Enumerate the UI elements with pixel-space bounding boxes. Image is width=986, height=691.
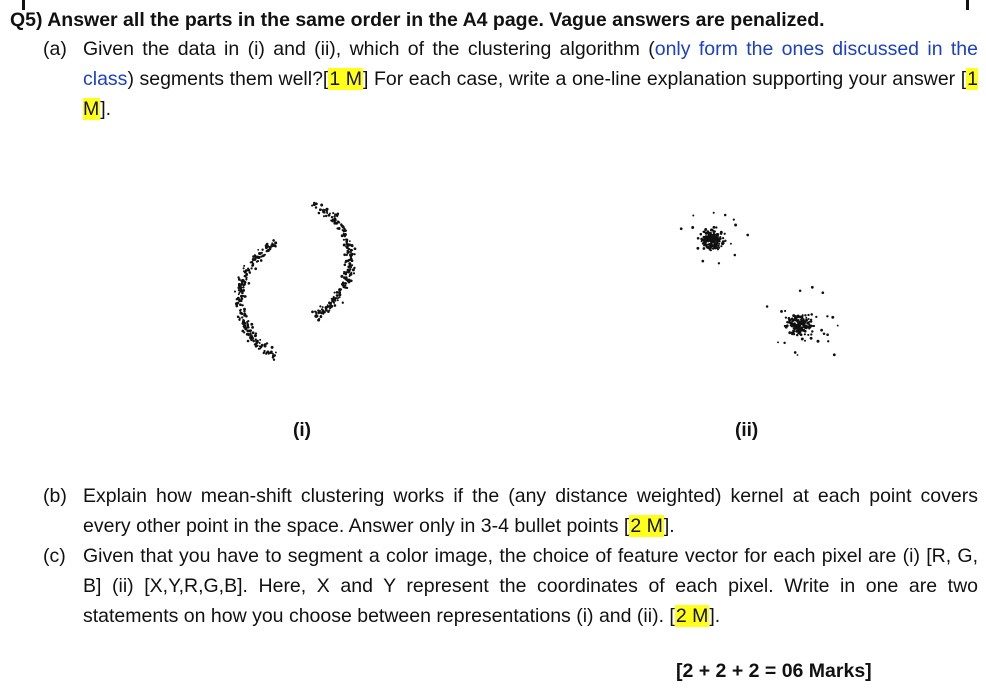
scatter-plot-two-moons: [220, 160, 370, 400]
point-moon-right: [343, 227, 345, 229]
point-blob-upper: [716, 233, 719, 236]
point-moon-right: [322, 306, 324, 308]
point-moon-right: [346, 238, 349, 241]
point-blob-upper: [700, 233, 703, 236]
point-moon-right: [348, 251, 350, 253]
part-c: [43, 541, 978, 631]
point-moon-right: [330, 302, 332, 304]
point-moon-right: [354, 247, 357, 250]
point-blob-upper: [733, 219, 735, 221]
point-moon-right: [338, 296, 340, 298]
point-moon-right: [345, 260, 348, 263]
point-moon-left: [249, 271, 252, 274]
point-blob-upper: [691, 226, 694, 229]
point-blob-lower: [801, 328, 803, 330]
point-moon-left: [238, 293, 240, 295]
point-blob-lower: [793, 329, 795, 331]
point-moon-left: [240, 289, 243, 292]
part-a-text-4: ].: [100, 98, 112, 120]
point-moon-left: [246, 323, 249, 326]
point-moon-left: [239, 303, 242, 306]
point-blob-lower: [804, 326, 806, 328]
point-moon-left: [266, 342, 268, 344]
point-moon-left: [242, 286, 244, 288]
point-moon-right: [352, 245, 354, 247]
point-moon-right: [334, 300, 336, 302]
point-blob-upper: [718, 262, 720, 264]
point-blob-upper: [734, 224, 737, 227]
point-moon-left: [260, 259, 263, 262]
point-moon-right: [334, 292, 336, 294]
part-c-text-2: ].: [709, 605, 721, 627]
point-moon-left: [259, 342, 261, 344]
point-moon-right: [323, 215, 325, 217]
point-blob-lower: [804, 314, 806, 316]
point-moon-right: [318, 212, 321, 215]
part-b-mark: 2 M: [630, 515, 663, 537]
point-moon-right: [343, 239, 345, 241]
point-moon-right: [348, 279, 351, 282]
point-moon-right: [338, 291, 340, 293]
point-blob-lower: [810, 333, 812, 335]
point-blob-upper: [718, 243, 720, 245]
point-blob-upper: [724, 233, 726, 235]
point-blob-lower: [800, 333, 803, 336]
point-blob-lower: [791, 333, 793, 335]
point-blob-lower: [798, 322, 801, 325]
point-blob-lower: [823, 333, 826, 336]
point-blob-lower: [833, 353, 836, 356]
point-blob-lower: [796, 334, 798, 336]
figure-caption-i: (i): [293, 420, 311, 441]
point-moon-right: [344, 264, 347, 267]
point-moon-left: [257, 249, 259, 251]
point-moon-left: [242, 319, 245, 322]
point-moon-right: [340, 223, 342, 225]
point-moon-left: [243, 314, 246, 317]
point-moon-left: [274, 243, 276, 245]
part-c-text: [83, 541, 978, 631]
point-blob-upper: [680, 227, 683, 230]
point-blob-lower: [803, 321, 806, 324]
point-blob-upper: [720, 231, 723, 234]
part-a-mark-2: 1 M: [83, 68, 978, 120]
point-blob-upper: [715, 226, 717, 228]
point-moon-left: [266, 250, 268, 252]
point-moon-left: [247, 269, 250, 272]
point-moon-left: [242, 304, 244, 306]
point-blob-upper: [722, 237, 724, 239]
point-blob-lower: [807, 326, 809, 328]
point-moon-left: [252, 340, 255, 343]
point-moon-right: [317, 312, 319, 314]
point-blob-lower: [795, 330, 797, 332]
part-b-text-2: ].: [663, 515, 675, 537]
point-blob-lower: [786, 321, 788, 323]
point-moon-left: [260, 255, 262, 257]
point-moon-right: [347, 271, 350, 274]
point-moon-left: [246, 321, 248, 323]
point-moon-right: [345, 271, 348, 274]
point-blob-lower: [799, 289, 802, 292]
point-moon-left: [265, 352, 267, 354]
point-moon-left: [240, 300, 242, 302]
point-moon-right: [321, 308, 323, 310]
point-moon-right: [311, 205, 313, 207]
part-c-mark: 2 M: [675, 605, 709, 627]
point-moon-left: [254, 267, 257, 270]
point-blob-lower: [837, 325, 839, 327]
part-c-text-1: Given that you have to segment a color image, the choice of feature vector for each pixel are (i) [R, G, B] (ii) [X,Y,R,G,B]. Here, X and Y represent the coordinates of each pixel. Write in one are two statements on how you choose between representations (i) and (ii). [: [83, 545, 978, 627]
point-moon-left: [243, 324, 245, 326]
point-moon-left: [256, 261, 258, 263]
point-moon-left: [245, 273, 248, 276]
point-moon-left: [257, 345, 259, 347]
point-moon-left: [238, 289, 240, 291]
part-a-blue-text: only form the ones discussed in the class: [83, 38, 978, 90]
point-moon-left: [273, 358, 275, 360]
point-blob-lower: [807, 314, 809, 316]
point-moon-left: [272, 356, 274, 358]
point-moon-left: [248, 334, 250, 336]
part-c-label: (c): [43, 545, 66, 567]
point-moon-right: [331, 298, 333, 300]
point-moon-left: [251, 326, 254, 329]
point-moon-left: [252, 258, 254, 260]
point-moon-left: [259, 345, 261, 347]
point-blob-lower: [800, 318, 802, 320]
point-blob-lower: [798, 316, 801, 319]
point-moon-left: [243, 326, 245, 328]
point-blob-upper: [717, 239, 719, 241]
point-moon-right: [330, 220, 332, 222]
point-moon-left: [256, 256, 259, 259]
point-blob-upper: [706, 246, 708, 248]
point-blob-upper: [713, 226, 716, 229]
point-moon-left: [248, 282, 251, 285]
point-blob-upper: [746, 234, 749, 237]
part-a-mark-1: 1 M: [329, 68, 363, 90]
point-moon-right: [345, 234, 347, 236]
point-moon-left: [245, 269, 248, 272]
point-moon-left: [273, 354, 276, 357]
point-blob-upper: [706, 241, 708, 243]
point-moon-left: [250, 261, 252, 263]
point-blob-lower: [794, 351, 797, 354]
point-moon-left: [247, 326, 249, 328]
point-moon-left: [251, 337, 254, 340]
point-moon-right: [320, 203, 323, 206]
point-moon-right: [342, 302, 344, 304]
point-blob-lower: [817, 340, 820, 343]
point-moon-right: [326, 208, 329, 211]
point-moon-left: [243, 283, 246, 286]
point-moon-right: [346, 254, 348, 256]
part-b-text-1: Explain how mean-shift clustering works if the (any distance weighted) kernel at each point covers every other point in the space. Answer only in 3-4 bullet points [: [83, 485, 978, 537]
point-blob-lower: [794, 318, 797, 321]
point-moon-right: [343, 244, 346, 247]
point-moon-left: [247, 340, 250, 343]
point-blob-lower: [804, 340, 806, 342]
point-moon-left: [270, 351, 273, 354]
point-moon-right: [328, 305, 330, 307]
point-blob-lower: [820, 329, 823, 332]
point-moon-right: [348, 248, 350, 250]
point-blob-lower: [766, 305, 769, 308]
point-moon-right: [314, 315, 317, 318]
point-moon-left: [259, 252, 262, 255]
point-moon-right: [343, 233, 345, 235]
point-moon-right: [326, 212, 328, 214]
point-blob-upper: [697, 237, 700, 240]
point-blob-lower: [792, 323, 795, 326]
point-moon-right: [333, 215, 335, 217]
point-blob-lower: [791, 317, 793, 319]
point-blob-lower: [804, 333, 806, 335]
point-moon-left: [264, 345, 266, 347]
point-blob-upper: [710, 234, 712, 236]
point-blob-lower: [797, 354, 799, 356]
point-blob-upper: [713, 237, 716, 240]
point-moon-left: [243, 331, 245, 333]
point-moon-left: [239, 312, 242, 315]
point-blob-lower: [815, 316, 817, 318]
point-moon-right: [328, 214, 331, 217]
point-moon-left: [255, 332, 257, 334]
point-blob-lower: [808, 323, 810, 325]
point-blob-upper: [718, 247, 720, 249]
point-moon-left: [250, 323, 253, 326]
point-blob-upper: [705, 232, 708, 235]
point-moon-left: [240, 283, 243, 286]
point-blob-upper: [700, 238, 702, 240]
point-moon-right: [353, 267, 355, 269]
point-moon-right: [340, 275, 343, 278]
part-b: [43, 481, 978, 541]
point-blob-lower: [808, 318, 810, 320]
part-b-text: [83, 481, 978, 541]
point-moon-left: [241, 316, 243, 318]
total-marks: [2 + 2 + 2 = 06 Marks]: [676, 660, 872, 682]
point-moon-right: [343, 230, 345, 232]
point-blob-upper: [701, 260, 704, 263]
point-moon-right: [311, 311, 314, 314]
point-blob-upper: [721, 242, 724, 245]
point-moon-left: [271, 242, 273, 244]
point-moon-right: [346, 287, 348, 289]
part-a: [43, 34, 978, 124]
point-blob-lower: [831, 316, 834, 319]
point-blob-upper: [701, 240, 703, 242]
point-moon-left: [240, 309, 242, 311]
point-blob-lower: [821, 291, 824, 294]
point-moon-right: [339, 288, 341, 290]
point-moon-right: [331, 216, 333, 218]
point-moon-left: [250, 267, 252, 269]
point-moon-right: [345, 284, 347, 286]
point-blob-lower: [788, 319, 791, 322]
point-moon-right: [350, 273, 353, 276]
point-blob-lower: [788, 317, 790, 319]
point-moon-left: [238, 278, 241, 281]
point-moon-right: [349, 240, 351, 242]
point-moon-left: [254, 259, 256, 261]
point-blob-lower: [795, 326, 798, 329]
point-moon-left: [275, 351, 277, 353]
point-blob-lower: [810, 337, 813, 340]
part-a-text-3: ] For each case, write a one-line explanation supporting your answer [: [363, 68, 967, 90]
point-moon-left: [241, 296, 243, 298]
point-moon-left: [271, 346, 274, 349]
point-blob-upper: [724, 214, 727, 217]
point-moon-left: [272, 239, 275, 242]
point-blob-upper: [707, 237, 709, 239]
point-blob-upper: [734, 254, 737, 257]
figure-caption-ii: (ii): [735, 420, 759, 441]
point-moon-right: [325, 306, 328, 309]
point-blob-lower: [813, 325, 815, 327]
point-moon-left: [235, 303, 237, 305]
part-a-text: [83, 34, 978, 124]
part-a-text-2: ) segments them well?[: [127, 68, 329, 90]
point-moon-right: [345, 276, 348, 279]
point-blob-upper: [709, 244, 711, 246]
point-blob-upper: [705, 239, 707, 241]
point-moon-right: [338, 227, 341, 230]
point-moon-right: [334, 304, 337, 307]
point-moon-right: [333, 297, 335, 299]
point-moon-left: [264, 254, 266, 256]
point-blob-upper: [720, 245, 722, 247]
scatter-plot-two-blobs: [650, 160, 870, 400]
point-blob-upper: [696, 247, 699, 250]
point-blob-lower: [785, 316, 787, 318]
point-blob-upper: [713, 240, 716, 243]
point-moon-right: [315, 313, 317, 315]
point-moon-right: [341, 234, 344, 237]
point-moon-left: [252, 331, 255, 334]
point-moon-right: [315, 206, 318, 209]
point-blob-upper: [715, 236, 718, 239]
point-moon-left: [234, 291, 236, 293]
point-moon-left: [263, 352, 265, 354]
point-blob-upper: [711, 237, 713, 239]
part-a-text-1: Given the data in (i) and (ii), which of the clustering algorithm (: [83, 38, 655, 60]
point-moon-right: [353, 253, 355, 255]
point-moon-left: [243, 267, 245, 269]
point-moon-right: [349, 264, 352, 267]
point-moon-left: [255, 335, 257, 337]
point-moon-right: [336, 215, 338, 217]
point-moon-left: [252, 264, 255, 267]
question-title: Q5) Answer all the parts in the same order in the A4 page. Vague answers are penalized.: [10, 9, 825, 31]
point-blob-upper: [711, 243, 713, 245]
part-a-label: (a): [43, 38, 67, 60]
point-moon-right: [324, 212, 326, 214]
point-moon-left: [255, 340, 257, 342]
point-moon-left: [274, 245, 277, 248]
point-moon-right: [319, 310, 321, 312]
point-moon-right: [343, 253, 346, 256]
point-blob-upper: [705, 236, 707, 238]
point-moon-right: [336, 295, 338, 297]
point-blob-upper: [715, 244, 717, 246]
point-blob-upper: [692, 214, 694, 216]
point-blob-lower: [777, 341, 779, 343]
point-moon-right: [313, 202, 315, 204]
point-moon-left: [237, 297, 240, 300]
point-moon-right: [319, 305, 321, 307]
point-blob-lower: [784, 310, 786, 312]
point-moon-right: [337, 299, 339, 301]
point-moon-left: [243, 270, 245, 272]
part-b-label: (b): [43, 485, 67, 507]
point-moon-left: [259, 339, 261, 341]
point-moon-right: [319, 208, 322, 211]
point-blob-lower: [780, 310, 783, 313]
point-blob-lower: [788, 331, 791, 334]
point-moon-left: [238, 319, 240, 321]
point-moon-left: [248, 330, 250, 332]
point-moon-right: [320, 315, 322, 317]
point-moon-right: [314, 311, 316, 313]
point-moon-right: [346, 243, 348, 245]
point-moon-right: [353, 272, 355, 274]
point-moon-right: [317, 319, 320, 322]
point-blob-lower: [803, 329, 805, 331]
point-blob-lower: [810, 313, 813, 316]
point-moon-left: [270, 246, 272, 248]
point-moon-right: [332, 212, 334, 214]
point-moon-right: [325, 215, 327, 217]
point-blob-lower: [826, 315, 828, 317]
point-moon-right: [323, 310, 325, 312]
point-blob-lower: [783, 342, 785, 344]
point-blob-upper: [714, 230, 716, 232]
point-moon-left: [261, 249, 263, 251]
point-moon-left: [268, 353, 270, 355]
point-blob-lower: [811, 330, 813, 332]
point-blob-lower: [810, 319, 812, 321]
point-moon-left: [243, 265, 245, 267]
point-blob-lower: [805, 317, 807, 319]
point-blob-upper: [717, 245, 719, 247]
point-blob-upper: [712, 247, 715, 250]
point-blob-upper: [703, 247, 706, 250]
point-blob-lower: [826, 333, 829, 336]
point-moon-right: [335, 222, 338, 225]
point-blob-lower: [827, 340, 829, 342]
point-moon-left: [267, 245, 269, 247]
point-blob-lower: [807, 334, 809, 336]
point-moon-right: [350, 254, 353, 257]
point-moon-left: [245, 277, 247, 279]
point-blob-upper: [730, 243, 732, 245]
point-blob-lower: [785, 325, 787, 327]
point-blob-upper: [710, 249, 712, 251]
point-blob-lower: [801, 338, 804, 341]
point-moon-left: [243, 295, 246, 298]
point-moon-left: [243, 310, 245, 312]
point-blob-lower: [811, 286, 814, 289]
point-moon-right: [322, 209, 325, 212]
point-blob-upper: [713, 212, 715, 214]
point-moon-right: [342, 284, 344, 286]
